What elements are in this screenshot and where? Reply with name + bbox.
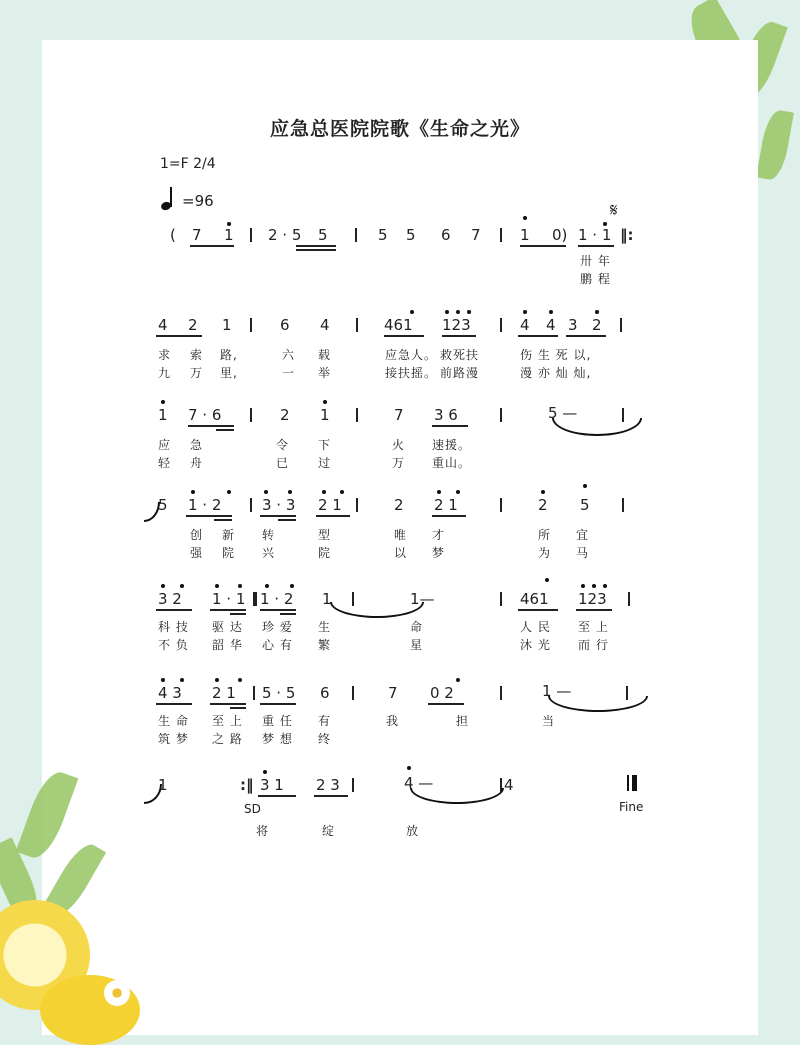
lyric: 过 xyxy=(318,456,332,470)
lyric: 一 xyxy=(282,366,296,380)
octave-dot xyxy=(323,400,327,404)
lyric: 已 xyxy=(276,456,290,470)
note: 1— xyxy=(410,590,435,608)
lyric: 索 xyxy=(190,348,204,362)
bar-line xyxy=(253,686,255,700)
octave-dot xyxy=(541,490,545,494)
underline xyxy=(230,613,246,615)
octave-dot xyxy=(603,584,607,588)
lyric: 转 xyxy=(262,528,276,542)
lyric: 筑 梦 xyxy=(158,732,189,746)
final-bar-line-thick xyxy=(632,775,637,791)
note: 2 xyxy=(538,496,548,514)
lyric: 生 xyxy=(318,620,332,634)
octave-dot xyxy=(445,310,449,314)
note: 2 3 xyxy=(316,776,340,794)
lyric: 强 xyxy=(190,546,204,560)
lyric: 六 xyxy=(282,348,296,362)
note: 7 xyxy=(394,406,404,424)
octave-dot xyxy=(161,400,165,404)
lyric: 万 xyxy=(190,366,204,380)
lyric: 所 xyxy=(538,528,552,542)
note: 5 — xyxy=(548,404,578,422)
note: 461 xyxy=(384,316,413,334)
bar-line xyxy=(500,408,502,422)
lyric: 求 xyxy=(158,348,172,362)
lyric-verse-2: 鹏 程 xyxy=(580,272,611,286)
note: 2 xyxy=(188,316,198,334)
lyric: 有 xyxy=(318,714,332,728)
lyric: 星 xyxy=(410,638,424,652)
bar-line xyxy=(250,498,252,512)
lyric: 接扶摇。 xyxy=(385,366,438,380)
underline xyxy=(316,515,350,517)
bar-line xyxy=(620,318,622,332)
octave-dot xyxy=(456,490,460,494)
octave-dot xyxy=(456,678,460,682)
note: 5 xyxy=(318,226,328,244)
underline xyxy=(186,515,232,517)
bar-line xyxy=(255,592,257,606)
underline xyxy=(188,425,234,427)
note: 7 xyxy=(192,226,202,244)
octave-dot xyxy=(180,678,184,682)
octave-dot xyxy=(263,770,267,774)
note: 2 1 xyxy=(318,496,342,514)
underline xyxy=(296,245,336,247)
octave-dot xyxy=(549,310,553,314)
bar-line xyxy=(352,686,354,700)
lyric: 舟 xyxy=(190,456,204,470)
lyric: 担 xyxy=(456,714,470,728)
octave-dot xyxy=(456,310,460,314)
lyric: 创 xyxy=(190,528,204,542)
note: 1 · 2 xyxy=(188,496,222,514)
underline xyxy=(428,703,464,705)
lyric: 驱 达 xyxy=(212,620,243,634)
bar-line xyxy=(356,498,358,512)
lyric: 型 xyxy=(318,528,332,542)
key-signature: 1=F 2/4 xyxy=(160,156,216,172)
octave-dot xyxy=(545,578,549,582)
octave-dot xyxy=(238,678,242,682)
underline xyxy=(260,609,296,611)
lyric: 应 xyxy=(158,438,172,452)
lyric: 以 xyxy=(394,546,408,560)
bar-line xyxy=(355,228,357,242)
lyric: 九 xyxy=(158,366,172,380)
lyric: 里, xyxy=(220,366,238,380)
underline xyxy=(260,515,296,517)
bar-line xyxy=(250,318,252,332)
lyric: 载 xyxy=(318,348,332,362)
note: 2 1 xyxy=(212,684,236,702)
lyric: 将 xyxy=(256,824,270,838)
note: 4 xyxy=(320,316,330,334)
underline xyxy=(518,609,558,611)
underline xyxy=(156,335,202,337)
lyric: 梦 想 xyxy=(262,732,293,746)
note: 1 — xyxy=(542,682,572,700)
underline xyxy=(156,703,192,705)
bar-line xyxy=(356,318,358,332)
lyric: 人 民 xyxy=(520,620,551,634)
note: 3 1 xyxy=(260,776,284,794)
lyric: 院 xyxy=(222,546,236,560)
note: 0) xyxy=(552,226,568,244)
underline xyxy=(576,609,612,611)
tempo-value: =96 xyxy=(182,192,214,210)
note: 1 xyxy=(222,316,232,334)
note: 3 6 xyxy=(434,406,458,424)
note: 6 xyxy=(320,684,330,702)
bar-line xyxy=(352,778,354,792)
note: 6 xyxy=(280,316,290,334)
lyric: 漫 亦 灿 灿, xyxy=(520,366,592,380)
note: 2 xyxy=(394,496,404,514)
bar-line xyxy=(500,318,502,332)
note: 4 xyxy=(504,776,514,794)
lyric: 火 xyxy=(392,438,406,452)
underline xyxy=(566,335,606,337)
underline xyxy=(278,519,296,521)
segno-icon: 𝄋 xyxy=(610,200,618,221)
octave-dot xyxy=(215,678,219,682)
underline xyxy=(578,245,614,247)
underline xyxy=(216,429,234,431)
lyric: 心 有 xyxy=(262,638,293,652)
bar-line xyxy=(500,498,502,512)
note: 1 · 1 xyxy=(578,226,612,244)
lyric: 为 xyxy=(538,546,552,560)
note: 5 xyxy=(580,496,590,514)
note: 3 xyxy=(568,316,578,334)
lyric: 宜 xyxy=(576,528,590,542)
lyric: 才 xyxy=(432,528,446,542)
lyric: 韶 华 xyxy=(212,638,243,652)
lyric: 重山。 xyxy=(432,456,472,470)
octave-dot xyxy=(583,484,587,488)
lyric: 急 xyxy=(190,438,204,452)
octave-dot xyxy=(290,584,294,588)
note: 4 xyxy=(546,316,556,334)
octave-dot xyxy=(437,490,441,494)
octave-dot xyxy=(265,584,269,588)
lyric: 兴 xyxy=(262,546,276,560)
coda-label: SD xyxy=(244,802,261,816)
lyric: 新 xyxy=(222,528,236,542)
note: 4 3 xyxy=(158,684,182,702)
note: 1 xyxy=(224,226,234,244)
note: 1 · 1 xyxy=(212,590,246,608)
octave-dot xyxy=(180,584,184,588)
underline xyxy=(432,425,468,427)
bar-line xyxy=(250,228,252,242)
bar-line xyxy=(500,592,502,606)
octave-dot xyxy=(467,310,471,314)
lyric: 马 xyxy=(576,546,590,560)
note: 5 xyxy=(158,496,168,514)
note: 461 xyxy=(520,590,549,608)
octave-dot xyxy=(161,584,165,588)
note: 5 xyxy=(378,226,388,244)
lyric: 命 xyxy=(410,620,424,634)
lyric: 放 xyxy=(406,824,420,838)
lyric: 院 xyxy=(318,546,332,560)
final-bar-line xyxy=(627,775,629,791)
lyric: 我 xyxy=(386,714,400,728)
underline xyxy=(156,609,192,611)
note: 2 1 xyxy=(434,496,458,514)
underline xyxy=(258,795,296,797)
bar-line xyxy=(622,498,624,512)
octave-dot xyxy=(264,490,268,494)
octave-dot xyxy=(407,766,411,770)
bar-line xyxy=(628,592,630,606)
octave-dot xyxy=(595,310,599,314)
octave-dot xyxy=(603,222,607,226)
lyric: 应急人。 xyxy=(385,348,438,362)
note: 1 xyxy=(158,776,168,794)
quarter-note-icon xyxy=(160,186,180,210)
lyric: 路, xyxy=(220,348,238,362)
underline xyxy=(230,707,246,709)
underline xyxy=(190,245,234,247)
lyric: 万 xyxy=(392,456,406,470)
tempo-marking xyxy=(160,186,214,210)
bar-line xyxy=(500,686,502,700)
octave-dot xyxy=(523,310,527,314)
bar-line xyxy=(250,408,252,422)
note: 1 xyxy=(158,406,168,424)
octave-dot xyxy=(410,310,414,314)
lyric: 前路漫 xyxy=(440,366,480,380)
lyric: 速援。 xyxy=(432,438,472,452)
lyric: 救死扶 xyxy=(440,348,480,362)
octave-dot xyxy=(340,490,344,494)
lyric: 沐 光 xyxy=(520,638,551,652)
bar-line xyxy=(356,408,358,422)
note: 123 xyxy=(442,316,471,334)
note: 4 xyxy=(158,316,168,334)
repeat-start-sign: ‖: xyxy=(620,226,634,244)
repeat-end-sign: :‖ xyxy=(240,776,254,794)
underline xyxy=(314,795,348,797)
lyric-verse-1: 卅 年 xyxy=(580,254,611,268)
octave-dot xyxy=(581,584,585,588)
lyric: 伤 生 死 以, xyxy=(520,348,592,362)
octave-dot xyxy=(322,490,326,494)
underline xyxy=(520,245,566,247)
octave-dot xyxy=(227,490,231,494)
note: 4 xyxy=(520,316,530,334)
octave-dot xyxy=(191,490,195,494)
note: 2 xyxy=(592,316,602,334)
note: 3 · 3 xyxy=(262,496,296,514)
note: 1 xyxy=(320,406,330,424)
lyric: 轻 xyxy=(158,456,172,470)
note: 5 · 5 xyxy=(262,684,296,702)
lyric: 举 xyxy=(318,366,332,380)
note: 0 2 xyxy=(430,684,454,702)
lyric: 绽 xyxy=(322,824,336,838)
song-title: 应急总医院院歌《生命之光》 xyxy=(269,118,530,140)
octave-dot xyxy=(227,222,231,226)
lyric: 下 xyxy=(318,438,332,452)
lyric: 之 路 xyxy=(212,732,243,746)
note: 7 xyxy=(388,684,398,702)
note: 4 — xyxy=(404,774,434,792)
lyric: 当 xyxy=(542,714,556,728)
lyric: 至 上 xyxy=(212,714,243,728)
note: 2 · 5 xyxy=(268,226,302,244)
underline xyxy=(280,613,296,615)
underline xyxy=(432,515,466,517)
note: 1 · 2 xyxy=(260,590,294,608)
octave-dot xyxy=(215,584,219,588)
lyric: 梦 xyxy=(432,546,446,560)
octave-dot xyxy=(523,216,527,220)
lyric: 科 技 xyxy=(158,620,189,634)
octave-dot xyxy=(592,584,596,588)
octave-dot xyxy=(161,678,165,682)
lyric: 重 任 xyxy=(262,714,293,728)
lyric: 珍 爱 xyxy=(262,620,293,634)
lyric: 唯 xyxy=(394,528,408,542)
octave-dot xyxy=(288,490,292,494)
note: ( xyxy=(170,226,176,244)
note: 6 xyxy=(441,226,451,244)
underline xyxy=(296,249,336,251)
note: 3 2 xyxy=(158,590,182,608)
note: 1 xyxy=(520,226,530,244)
flower-icon xyxy=(104,980,130,1006)
fine-label: Fine xyxy=(619,800,644,814)
underline xyxy=(210,703,246,705)
lyric: 至 上 xyxy=(578,620,609,634)
note: 5 xyxy=(406,226,416,244)
note: 7 xyxy=(471,226,481,244)
lyric: 不 负 xyxy=(158,638,189,652)
underline xyxy=(518,335,558,337)
lyric: 而 行 xyxy=(578,638,609,652)
lyric: 终 xyxy=(318,732,332,746)
underline xyxy=(442,335,476,337)
underline xyxy=(384,335,424,337)
note: 123 xyxy=(578,590,607,608)
underline xyxy=(210,609,246,611)
lyric: 令 xyxy=(276,438,290,452)
underline xyxy=(214,519,232,521)
underline xyxy=(260,703,296,705)
octave-dot xyxy=(238,584,242,588)
note: 2 xyxy=(280,406,290,424)
bar-line xyxy=(500,228,502,242)
note: 1 xyxy=(322,590,332,608)
note: 7 · 6 xyxy=(188,406,222,424)
lyric: 生 命 xyxy=(158,714,189,728)
lyric: 繁 xyxy=(318,638,332,652)
